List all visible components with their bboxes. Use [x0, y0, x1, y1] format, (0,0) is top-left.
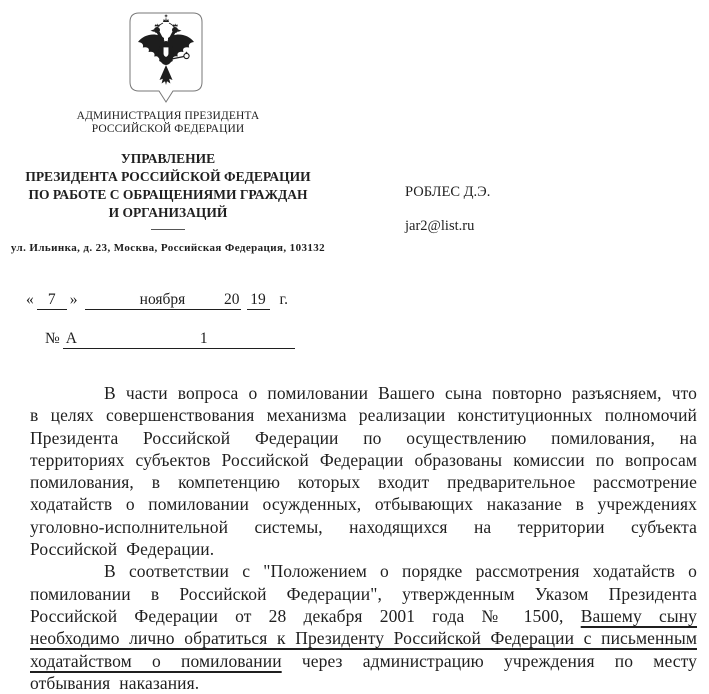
letter-body	[30, 382, 697, 694]
open-quote: «	[26, 291, 34, 308]
parent-org-line1: АДМИНИСТРАЦИЯ ПРЕЗИДЕНТА	[76, 110, 260, 122]
month-value: ноября	[139, 291, 186, 308]
close-quote: »	[69, 291, 78, 308]
parent-org-line2: РОССИЙСКОЙ ФЕДЕРАЦИИ	[91, 123, 245, 135]
era-suffix: г.	[279, 291, 288, 308]
letterhead	[5, 110, 331, 254]
org-name-line2: ПРЕЗИДЕНТА РОССИЙСКОЙ ФЕДЕРАЦИИ	[25, 169, 311, 184]
number-line	[45, 330, 295, 349]
number-field	[63, 330, 295, 349]
year-field: 19	[247, 291, 270, 310]
recipient-email: jar2@list.ru	[405, 218, 475, 234]
day-value: 7	[47, 291, 56, 308]
org-name	[5, 150, 331, 222]
body-paragraph-1: В части вопроса о помиловании Вашего сына повторно разъясняем, что в целях совершенствования механизма реализации конституционных полномочий Президента Российской Федерации по осуществлению помилования, на территориях субъектов Российской Федерации образованы комиссии по вопросам помилования, в компетенцию которых входит предварительное рассмотрение ходатайств о помиловании осужденных, отбывающих наказание в учреждениях уголовно-исполнительной системы, находящихся на территории субъекта Российской Федерации.	[30, 383, 697, 560]
org-name-line3: ПО РАБОТЕ С ОБРАЩЕНИЯМИ ГРАЖДАН	[28, 187, 308, 202]
century-prefix: 20	[224, 291, 240, 308]
day-field	[37, 291, 67, 310]
org-name-line1: УПРАВЛЕНИЕ	[120, 151, 216, 166]
coat-of-arms-icon	[129, 12, 203, 104]
org-address: ул. Ильинка, д. 23, Москва, Российская Федерация, 103132	[10, 242, 326, 254]
month-field	[85, 291, 241, 310]
recipient-name: РОБЛЕС Д.Э.	[405, 184, 491, 200]
number-value: 1	[199, 330, 208, 347]
paragraph2-tail: через администрацию учреждения по месту отбывания наказания.	[30, 650, 697, 693]
number-series: А	[65, 330, 77, 347]
body-paragraph-2	[30, 560, 697, 694]
date-line	[26, 291, 288, 310]
org-name-line4: И ОРГАНИЗАЦИЙ	[108, 205, 228, 220]
paragraph2-lead: В соответствии с "Положением о порядке рассмотрения ходатайств о помиловании в Российской Федерации", утвержденным Указом Президента Российской Федерации от 28 декабря 2001 года № 1500,	[30, 561, 697, 626]
parent-org-name	[5, 110, 331, 136]
paragraph2-underlined-phrase: Вашему сыну необходимо лично обратиться к Президенту Российской Федерации с письменным ходатайством о помиловании	[30, 605, 698, 671]
number-label: №	[45, 330, 60, 347]
letterhead-divider	[151, 229, 185, 230]
recipient-block	[405, 184, 490, 235]
